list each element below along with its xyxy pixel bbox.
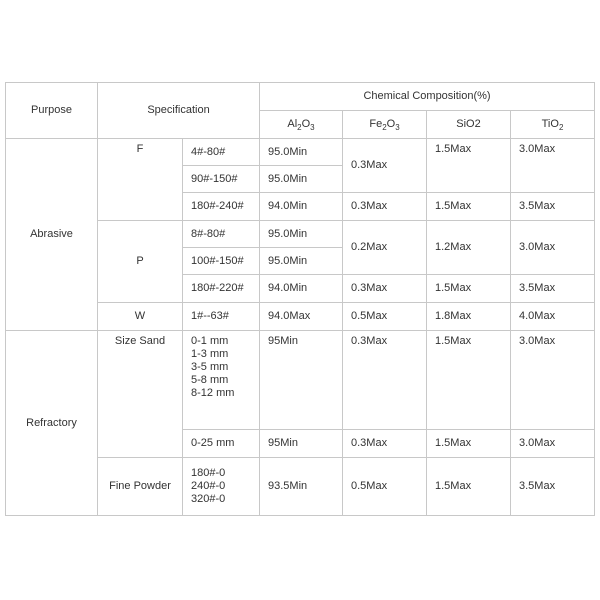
header-tio2: TiO$_2$ [511, 111, 595, 139]
sio2-cell: 1.2Max [427, 221, 511, 275]
spec-cell: 8#-80# [183, 221, 260, 248]
fe2o3-cell: 0.3Max [343, 275, 427, 303]
table-row [6, 331, 595, 430]
al2o3-cell: 93.5Min [260, 458, 343, 516]
chemical-composition-table [5, 82, 595, 516]
sio2-cell: 1.5Max [427, 139, 511, 193]
tio2-cell: 3.0Max [511, 331, 595, 430]
header-specification: Specification [98, 83, 260, 139]
header-chemical-composition: Chemical Composition(%) [260, 83, 595, 111]
header-purpose: Purpose [6, 83, 98, 139]
spec-group-f: F [98, 139, 183, 221]
al2o3-cell: 95Min [260, 430, 343, 458]
tio2-cell: 3.5Max [511, 193, 595, 221]
fe2o3-cell: 0.3Max [343, 331, 427, 430]
sio2-cell: 1.5Max [427, 275, 511, 303]
tio2-cell: 3.0Max [511, 221, 595, 275]
al2o3-cell: 95.0Min [260, 248, 343, 275]
al2o3-cell: 95Min [260, 331, 343, 430]
spec-cell: 100#-150# [183, 248, 260, 275]
fe2o3-cell: 0.5Max [343, 303, 427, 331]
purpose-refractory: Refractory [6, 331, 98, 516]
tio2-cell: 3.0Max [511, 139, 595, 193]
header-sio2: SiO2 [427, 111, 511, 139]
sio2-cell: 1.5Max [427, 331, 511, 430]
al2o3-cell: 95.0Min [260, 166, 343, 193]
al2o3-cell: 94.0Min [260, 275, 343, 303]
header-fe2o3: $Fe_2O_3$ [343, 111, 427, 139]
sio2-cell: 1.8Max [427, 303, 511, 331]
spec-group-p: P [98, 221, 183, 303]
spec-group-fine-powder: Fine Powder [98, 458, 183, 516]
tio2-cell: 3.0Max [511, 430, 595, 458]
al2o3-cell: 94.0Min [260, 193, 343, 221]
purpose-abrasive: Abrasive [6, 139, 98, 331]
header-row-1 [6, 83, 595, 111]
spec-cell: 180#-220# [183, 275, 260, 303]
tio2-cell: 4.0Max [511, 303, 595, 331]
fe2o3-cell: 0.5Max [343, 458, 427, 516]
tio2-cell: 3.5Max [511, 458, 595, 516]
sio2-cell: 1.5Max [427, 430, 511, 458]
table-row [6, 139, 595, 166]
spec-cell: 0-25 mm [183, 430, 260, 458]
al2o3-cell: 94.0Max [260, 303, 343, 331]
tio2-cell: 3.5Max [511, 275, 595, 303]
fe2o3-cell: 0.3Max [343, 139, 427, 193]
al2o3-cell: 95.0Min [260, 221, 343, 248]
spec-cell: 4#-80# [183, 139, 260, 166]
al2o3-cell: 95.0Min [260, 139, 343, 166]
spec-cell: 1#--63# [183, 303, 260, 331]
spec-group-size-sand: Size Sand [98, 331, 183, 458]
spec-cell: 0-1 mm 1-3 mm 3-5 mm 5-8 mm 8-12 mm [183, 331, 260, 430]
fe2o3-cell: 0.3Max [343, 430, 427, 458]
spec-group-w: W [98, 303, 183, 331]
fe2o3-cell: 0.2Max [343, 221, 427, 275]
spec-cell: 180#-240# [183, 193, 260, 221]
sio2-cell: 1.5Max [427, 458, 511, 516]
header-al2o3: $Al_2O_3$ [260, 111, 343, 139]
fe2o3-cell: 0.3Max [343, 193, 427, 221]
spec-cell: 90#-150# [183, 166, 260, 193]
spec-cell: 180#-0 240#-0 320#-0 [183, 458, 260, 516]
sio2-cell: 1.5Max [427, 193, 511, 221]
